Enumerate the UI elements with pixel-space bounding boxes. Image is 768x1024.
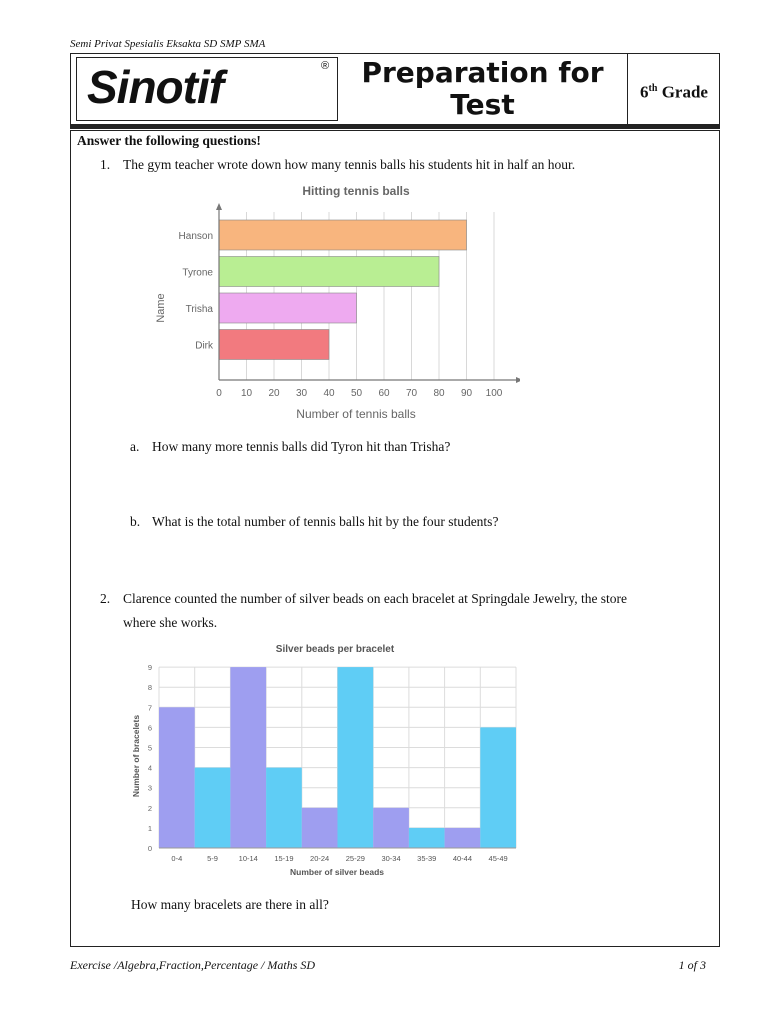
- y-tick-label: 7: [147, 703, 152, 713]
- category-labels: [171, 854, 507, 863]
- question-1b-text: What is the total number of tennis balls hit by the four students?: [152, 514, 499, 529]
- y-axis-arrow: [216, 203, 222, 210]
- y-tick-label: 0: [147, 844, 152, 853]
- header-table: [70, 53, 720, 125]
- instructions: Answer the following questions!: [77, 133, 261, 148]
- bar-10-14: [230, 667, 266, 848]
- header-divider: [70, 125, 720, 129]
- category-label: 30-34: [381, 854, 401, 863]
- category-label: 25-29: [345, 854, 365, 863]
- x-axis-arrow: [516, 377, 520, 383]
- category-label: 5-9: [207, 854, 218, 863]
- category-labels: [179, 231, 214, 352]
- y-tick-label: 4: [147, 763, 152, 773]
- document-title: [338, 54, 628, 124]
- registered-mark: ®: [321, 60, 330, 72]
- category-label: 40-44: [452, 854, 473, 863]
- y-tick-label: 5: [147, 743, 152, 753]
- tick-labels: [216, 388, 503, 399]
- question-2-number: 2.: [100, 591, 111, 606]
- bar-hanson: [219, 220, 467, 250]
- silver-beads-chart: [125, 638, 525, 883]
- category-label: Hanson: [178, 231, 213, 242]
- grade-label: [628, 54, 720, 124]
- bar-15-19: [266, 768, 302, 848]
- y-tick-label: 6: [147, 723, 152, 733]
- category-label: 0-4: [171, 854, 183, 863]
- x-tick-label: 50: [350, 388, 363, 399]
- chart-title: Hitting tennis balls: [302, 184, 410, 198]
- y-tick-label: 1: [147, 823, 152, 833]
- tennis-balls-chart: [150, 178, 520, 428]
- question-2-text-line-2: where she works.: [123, 615, 218, 630]
- bar-25-29: [338, 667, 374, 848]
- chart-title: Silver beads per bracelet: [275, 644, 395, 655]
- y-axis-label: Name: [155, 293, 167, 323]
- category-label: 45-49: [488, 854, 508, 863]
- x-tick-label: 40: [323, 388, 335, 399]
- x-tick-label: 20: [268, 388, 280, 399]
- x-tick-label: 30: [295, 388, 308, 399]
- x-axis-label: Number of tennis balls: [296, 407, 416, 421]
- bar-20-24: [302, 808, 338, 848]
- logo-cell: [76, 57, 338, 121]
- x-tick-label: 80: [433, 388, 445, 399]
- bar-30-34: [373, 808, 409, 848]
- x-tick-label: 100: [485, 388, 503, 399]
- y-axis-label: Number of bracelets: [131, 714, 141, 798]
- y-tick-label: 9: [147, 663, 152, 673]
- question-2-text-line-1: Clarence counted the number of silver beads on each bracelet at Springdale Jewelry, the store: [123, 591, 628, 606]
- bar-dirk: [219, 330, 329, 360]
- bar-trisha: [219, 293, 357, 323]
- grade-number: 6: [640, 82, 649, 102]
- chart-bars: [219, 220, 467, 360]
- category-label: Tyrone: [182, 267, 213, 279]
- question-1a-label: a.: [130, 439, 140, 454]
- x-tick-label: 10: [240, 388, 253, 399]
- bar-45-49: [480, 727, 516, 848]
- y-tick-label: 2: [147, 803, 152, 813]
- chart-bars: [159, 667, 516, 848]
- bar-35-39: [409, 828, 445, 848]
- category-label: 10-14: [238, 854, 258, 863]
- x-axis-label: Number of silver beads: [289, 867, 385, 877]
- category-label: 35-39: [417, 854, 437, 863]
- y-tick-label: 8: [147, 683, 152, 693]
- category-label: 15-19: [274, 854, 294, 863]
- category-label: 20-24: [310, 854, 330, 863]
- institution-tagline: Semi Privat Spesialis Eksakta SD SMP SMA: [70, 38, 266, 50]
- footer-left: Exercise /Algebra,Fraction,Percentage / Maths SD: [70, 958, 316, 972]
- grade-word: Grade: [661, 82, 708, 102]
- title-line-1: Preparation for: [361, 56, 604, 89]
- question-1-number: 1.: [100, 157, 111, 172]
- question-1-text: The gym teacher wrote down how many tennis balls his students hit in half an hour.: [123, 157, 576, 172]
- y-tick-label: 3: [147, 783, 152, 793]
- y-tick-labels: [148, 663, 152, 853]
- bar-tyrone: [219, 257, 439, 287]
- bar-0-4: [159, 707, 195, 848]
- title-line-2: Test: [450, 88, 515, 121]
- bar-5-9: [195, 768, 231, 848]
- category-label: Dirk: [195, 340, 213, 352]
- x-tick-label: 60: [378, 388, 390, 399]
- question-1b-label: b.: [130, 514, 141, 529]
- grade-suffix: th: [648, 83, 658, 94]
- sinotif-logo: Sinotif: [87, 61, 224, 113]
- question-1a-text: How many more tennis balls did Tyron hit than Trisha?: [152, 439, 451, 454]
- category-label: Trisha: [185, 304, 213, 315]
- x-tick-label: 0: [216, 388, 222, 399]
- x-tick-label: 70: [405, 388, 418, 399]
- question-2-followup: How many bracelets are there in all?: [131, 897, 329, 912]
- bar-40-44: [445, 828, 481, 848]
- footer-page-number: 1 of 3: [678, 958, 706, 972]
- x-tick-label: 90: [460, 388, 473, 399]
